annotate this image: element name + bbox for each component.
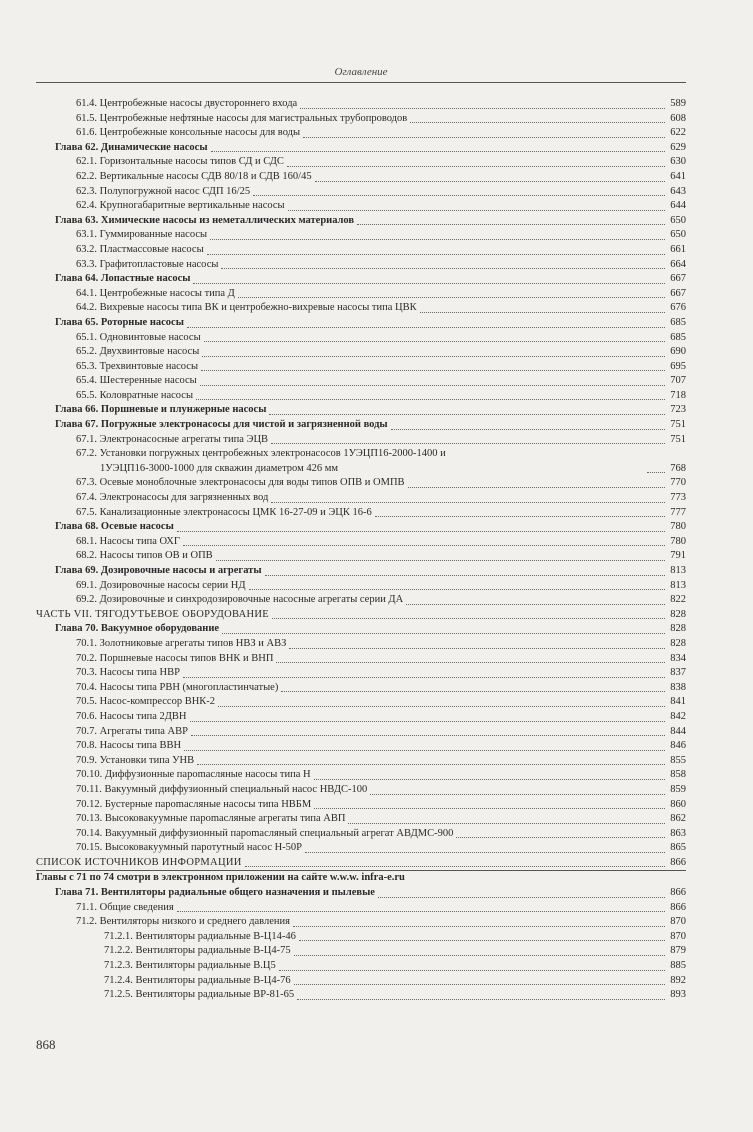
toc-entry-page: 893	[670, 989, 686, 1001]
dot-leader	[177, 531, 665, 532]
toc-entry-page: 695	[670, 360, 686, 372]
dot-leader	[271, 502, 665, 503]
toc-entry-title: 62.1. Горизонтальные насосы типов СД и СДС	[76, 156, 284, 168]
toc-entry	[36, 403, 686, 418]
toc-entry-title: 70.3. Насосы типа НВР	[76, 667, 180, 679]
toc-entry-title: 70.11. Вакуумный диффузионный специальный насос НВДС-100	[76, 783, 368, 795]
toc-entry-title: 71.2.1. Вентиляторы радиальные В-Ц14-46	[104, 930, 296, 942]
dot-leader	[211, 151, 665, 152]
toc-entry	[36, 170, 686, 185]
dot-leader	[253, 195, 665, 196]
toc-entry-page: 837	[670, 667, 686, 679]
toc-entry-page: 661	[670, 243, 686, 255]
toc-entry-title: Глава 63. Химические насосы из неметаллических материалов	[55, 214, 355, 226]
toc-entry-title: Глава 65. Роторные насосы	[55, 316, 184, 328]
toc-entry-page: 791	[670, 550, 686, 562]
toc-entry	[36, 345, 686, 360]
toc-entry	[36, 287, 686, 302]
toc-entry	[36, 214, 686, 229]
dot-leader	[406, 604, 665, 605]
toc-entry-title: 63.2. Пластмассовые насосы	[76, 243, 204, 255]
toc-entry-page: 718	[670, 389, 686, 401]
toc-entry-title: 70.7. Агрегаты типа АВР	[76, 725, 188, 737]
toc-entry-title: 71.2.5. Вентиляторы радиальные ВР-81-65	[104, 989, 295, 1001]
toc-entry-page: 650	[670, 229, 686, 241]
dot-leader	[456, 837, 665, 838]
toc-entry-title: 70.12. Бустерные пароmасляные насосы типа НВБМ	[76, 798, 312, 810]
toc-entry-title: 65.2. Двухвинтовые насосы	[76, 346, 200, 358]
toc-entry-page: 780	[670, 521, 686, 533]
toc-entry-title: 65.3. Трехвинтовые насосы	[76, 360, 199, 372]
toc-entry	[36, 974, 686, 989]
toc-entry-page: 866	[670, 887, 686, 899]
toc-entry-page: 860	[670, 798, 686, 810]
toc-entry-title: 69.2. Дозировочные и синхродозировочные насосные агрегаты серии ДА	[76, 594, 404, 606]
toc-entry-title: Глава 71. Вентиляторы радиальные общего назначения и пылевые	[55, 887, 375, 899]
toc-entry-title: 71.2.4. Вентиляторы радиальные В-Ц4-76	[104, 974, 291, 986]
toc-entry	[36, 827, 686, 842]
toc-entry-page: 858	[670, 769, 686, 781]
toc-entry	[36, 812, 686, 827]
toc-entry-title: 65.1. Одновинтовые насосы	[76, 331, 201, 343]
toc-entry-page: 622	[670, 127, 686, 139]
dot-leader	[238, 297, 665, 298]
dot-leader	[184, 750, 665, 751]
toc-entry-page: 828	[670, 608, 686, 620]
toc-entry-title: 71.2.3. Вентиляторы радиальные В.Ц5	[104, 960, 276, 972]
toc-entry-title: 62.4. Крупногабаритные вертикальные насосы	[76, 200, 285, 212]
toc-entry-title: 63.1. Гуммированные насосы	[76, 229, 208, 241]
toc-entry	[36, 301, 686, 316]
dot-leader	[357, 224, 665, 225]
toc-entry-title: 70.13. Высоковакуумные пароmасляные агрегаты типа АВП	[76, 813, 346, 825]
dot-leader	[370, 794, 665, 795]
toc-entry	[36, 725, 686, 740]
toc-entry-page: 828	[670, 637, 686, 649]
dot-leader	[222, 633, 665, 634]
dot-leader	[249, 589, 665, 590]
toc-entry-page: 862	[670, 813, 686, 825]
dot-leader	[265, 575, 665, 576]
toc-entry-title: 62.2. Вертикальные насосы СДВ 80/18 и СДВ 160/45	[76, 170, 312, 182]
toc-entry-title-line: 67.2. Установки погружных центробежных электронасосов 1УЭЦП16-2000-1400 и	[76, 448, 446, 460]
dot-leader	[177, 911, 665, 912]
dot-leader	[315, 181, 665, 182]
toc-entry-page: 866	[670, 856, 686, 868]
toc-entry-title: ЧАСТЬ VII. ТЯГОДУТЬЕВОЕ ОБОРУДОВАНИЕ	[36, 608, 269, 620]
toc-entry-page: 870	[670, 930, 686, 942]
dot-leader	[297, 999, 665, 1000]
toc-entry-page: 723	[670, 404, 686, 416]
toc-entry	[36, 768, 686, 783]
toc-entry	[36, 97, 686, 112]
dot-leader	[279, 970, 665, 971]
toc-entry-title: 65.4. Шестеренные насосы	[76, 375, 197, 387]
dot-leader	[305, 852, 665, 853]
toc-entry	[36, 944, 686, 959]
page-number: 868	[36, 1037, 56, 1052]
toc-entry	[36, 228, 686, 243]
toc-entry	[36, 841, 686, 856]
toc-entry-page: 822	[670, 594, 686, 606]
dot-leader	[299, 940, 665, 941]
dot-leader	[200, 385, 665, 386]
toc-entry	[36, 695, 686, 710]
toc-entry-title: 70.2. Поршневые насосы типов ВНК и ВНП	[76, 652, 274, 664]
toc-entry-page: 644	[670, 200, 686, 212]
dot-leader	[210, 239, 665, 240]
dot-leader	[201, 370, 665, 371]
toc-entry	[36, 798, 686, 813]
toc-entry-title: СПИСОК ИСТОЧНИКОВ ИНФОРМАЦИИ	[36, 856, 242, 868]
toc-entry-page: 768	[670, 462, 686, 474]
toc-entry-title: 70.10. Диффузионные пароmасляные насосы типа Н	[76, 769, 311, 781]
toc-entry	[36, 126, 686, 141]
toc-entry-title: 61.6. Центробежные консольные насосы для воды	[76, 127, 301, 139]
dot-leader	[183, 545, 665, 546]
toc-entry	[36, 637, 686, 652]
header-rule	[36, 82, 686, 83]
dot-leader	[190, 721, 666, 722]
toc-entry	[36, 331, 686, 346]
toc-entry-title: 67.1. Электронасосные агрегаты типа ЭЦВ	[76, 433, 269, 445]
toc-entry-page: 685	[670, 316, 686, 328]
dot-leader	[197, 764, 665, 765]
toc-entry	[36, 930, 686, 945]
toc-entry-title: 70.4. Насосы типа РВН (многопластинчатые)	[76, 681, 279, 693]
toc-entry	[36, 316, 686, 331]
toc-entry-page: 664	[670, 258, 686, 270]
toc-entry	[36, 418, 686, 433]
toc-entry-page: 676	[670, 302, 686, 314]
toc-entry-title: 69.1. Дозировочные насосы серии НД	[76, 579, 246, 591]
toc-entry	[36, 988, 686, 1003]
toc-entry-page: 641	[670, 170, 686, 182]
toc-entry	[36, 915, 686, 930]
dot-leader	[269, 414, 665, 415]
toc-entry	[36, 272, 686, 287]
toc-entry-page: 813	[670, 565, 686, 576]
toc-entry	[36, 476, 686, 491]
toc-entry-page: 870	[670, 916, 686, 928]
dot-leader	[300, 108, 665, 109]
dot-leader	[348, 823, 665, 824]
dot-leader	[288, 210, 665, 211]
toc-entry-title: Глава 69. Дозировочные насосы и агрегаты	[55, 565, 262, 576]
toc-entry-page: 629	[670, 141, 686, 153]
dot-leader	[204, 341, 665, 342]
toc-entry-title: 70.6. Насосы типа 2ДВН	[76, 710, 187, 722]
toc-entry	[36, 141, 686, 156]
toc-entry	[36, 185, 686, 200]
toc-entry-title: 65.5. Коловратные насосы	[76, 389, 194, 401]
toc-entry-title: 71.2. Вентиляторы низкого и среднего давления	[76, 916, 290, 928]
toc-entry-title: 71.2.2. Вентиляторы радиальные В-Ц4-75	[104, 945, 291, 957]
toc-entry-title: 70.15. Высоковакуумный паротутный насос Н-50Р	[76, 842, 303, 854]
dot-leader	[303, 137, 665, 138]
toc-entry-title	[76, 447, 644, 476]
toc-entry	[36, 608, 686, 623]
toc-entry-title: 70.5. Насос-компрессор ВНК-2	[76, 696, 216, 708]
toc-entry	[36, 258, 686, 273]
toc-entry	[36, 506, 686, 521]
toc-entry	[36, 652, 686, 667]
toc-entry-title: 71.1. Общие сведения	[76, 901, 174, 913]
toc-entry	[36, 593, 686, 608]
toc-entry-page: 690	[670, 346, 686, 358]
dot-leader	[245, 866, 665, 867]
toc-entry-title: Глава 68. Осевые насосы	[55, 521, 174, 533]
toc-entry-title: Глава 62. Динамические насосы	[55, 141, 208, 153]
dot-leader	[391, 429, 665, 430]
toc-entry-title: 61.5. Центробежные нефтяные насосы для магистральных трубопроводов	[76, 112, 408, 124]
toc-entry-page: 770	[670, 477, 686, 489]
toc-entry	[36, 622, 686, 637]
dot-leader	[272, 618, 665, 619]
toc-entry	[36, 579, 686, 594]
toc-entry-page: 751	[670, 433, 686, 445]
toc-entry	[36, 360, 686, 375]
toc-entry	[36, 433, 686, 448]
toc-entry-page: 865	[670, 842, 686, 854]
dot-leader	[216, 560, 665, 561]
toc-entry-page: 855	[670, 754, 686, 766]
toc-entry-title: 64.2. Вихревые насосы типа ВК и центробежно-вихревые насосы типа ЦВК	[76, 302, 417, 314]
toc-entry-page: 892	[670, 974, 686, 986]
toc-entry-title: 68.1. Насосы типа ОХГ	[76, 535, 180, 547]
toc-entry-title: 67.4. Электронасосы для загрязненных вод	[76, 492, 269, 504]
toc-entry	[36, 901, 686, 916]
toc-entry-page: 773	[670, 492, 686, 504]
toc-entry-title: 67.5. Канализационные электронасосы ЦМК 16-27-09 и ЭЦК 16-6	[76, 506, 372, 518]
toc-entry-title: Главы с 71 по 74 смотри в электронном приложении на сайте w.w.w. infra-e.ru	[36, 872, 405, 884]
toc-entry	[36, 754, 686, 769]
toc-entry-page: 838	[670, 681, 686, 693]
running-header: Оглавление	[334, 66, 388, 78]
dot-leader	[378, 897, 665, 898]
toc-entry-title: 68.2. Насосы типов ОВ и ОПВ	[76, 550, 213, 562]
dot-leader	[647, 472, 665, 473]
dot-leader	[375, 516, 665, 517]
dot-leader	[294, 955, 665, 956]
toc-entry-page: 707	[670, 375, 686, 387]
dot-leader	[420, 312, 665, 313]
dot-leader	[276, 662, 665, 663]
toc-entry-title: Глава 70. Вакуумное оборудование	[55, 623, 220, 635]
toc-entry-title: 70.14. Вакуумный диффузионный пароmасляный специальный агрегат АВДМС-900	[76, 827, 454, 839]
toc-entry-page: 589	[670, 98, 686, 109]
dot-leader	[410, 122, 665, 123]
toc-entry-page: 828	[670, 623, 686, 635]
toc-entry-title: 70.9. Установки типа УНВ	[76, 754, 195, 766]
toc-entry	[36, 243, 686, 258]
dot-leader	[187, 327, 665, 328]
dot-leader	[289, 648, 665, 649]
dot-leader	[271, 443, 665, 444]
toc-entry	[36, 710, 686, 725]
toc-entry-page: 844	[670, 725, 686, 737]
toc-entry-title: 62.3. Полупогружной насос СДП 16/25	[76, 185, 251, 197]
toc-entry-page: 643	[670, 185, 686, 197]
dot-leader	[218, 706, 665, 707]
dot-leader	[191, 735, 665, 736]
toc-entry-title: 61.4. Центробежные насосы двустороннего входа	[76, 98, 298, 109]
toc-entry-page: 650	[670, 214, 686, 226]
toc-entry-page: 813	[670, 579, 686, 591]
toc-entry	[36, 549, 686, 564]
toc-entry-page: 834	[670, 652, 686, 664]
dot-leader	[221, 268, 665, 269]
dot-leader	[287, 166, 665, 167]
toc-entry-title: 67.3. Осевые моноблочные электронасосы для воды типов ОПВ и ОМПВ	[76, 477, 405, 489]
toc-entry-page: 667	[670, 273, 686, 285]
toc-entry-page: 859	[670, 783, 686, 795]
toc-entry-page: 841	[670, 696, 686, 708]
toc-entry	[36, 199, 686, 214]
dot-leader	[294, 984, 665, 985]
toc-entry	[36, 389, 686, 404]
dot-leader	[183, 677, 665, 678]
toc-entry	[36, 535, 686, 550]
toc-entry	[36, 739, 686, 754]
toc-entry	[36, 856, 686, 872]
toc-entry-title: Глава 64. Лопастные насосы	[55, 273, 191, 285]
toc-entry-page: 780	[670, 535, 686, 547]
toc-entry	[36, 447, 686, 476]
toc-entry-title: Глава 67. Погружные электронасосы для чистой и загрязненной воды	[55, 419, 388, 431]
toc-entry-title: 70.8. Насосы типа ВВН	[76, 740, 182, 752]
toc-entry-page: 608	[670, 112, 686, 124]
toc-entry-page: 842	[670, 710, 686, 722]
toc-entry-page: 863	[670, 827, 686, 839]
toc-entry-page: 751	[670, 419, 686, 431]
dot-leader	[207, 254, 665, 255]
toc-entry-page: 879	[670, 945, 686, 957]
dot-leader	[193, 283, 665, 284]
toc-entry	[36, 959, 686, 974]
toc-entry	[36, 520, 686, 535]
dot-leader	[202, 356, 665, 357]
dot-leader	[314, 779, 665, 780]
toc-entry	[36, 564, 686, 579]
toc-entry	[36, 783, 686, 798]
toc-entry	[36, 871, 686, 886]
toc-entry	[36, 155, 686, 170]
toc-entry-title: Глава 66. Поршневые и плунжерные насосы	[55, 404, 267, 416]
dot-leader	[314, 808, 665, 809]
table-of-contents	[36, 97, 686, 1003]
toc-entry-page: 846	[670, 740, 686, 752]
toc-entry	[36, 491, 686, 506]
dot-leader	[293, 926, 665, 927]
toc-entry-page: 885	[670, 960, 686, 972]
dot-leader	[281, 691, 665, 692]
toc-entry	[36, 886, 686, 901]
dot-leader	[196, 399, 665, 400]
toc-entry-page: 777	[670, 506, 686, 518]
toc-entry-title: 70.1. Золотниковые агрегаты типов НВЗ и АВЗ	[76, 637, 287, 649]
toc-entry-page: 667	[670, 287, 686, 299]
toc-entry-title: 63.3. Графитопластовые насосы	[76, 258, 219, 270]
toc-entry-page: 866	[670, 901, 686, 913]
toc-entry	[36, 666, 686, 681]
toc-entry	[36, 112, 686, 127]
dot-leader	[408, 487, 665, 488]
toc-entry	[36, 681, 686, 696]
toc-entry-page: 630	[670, 156, 686, 168]
toc-entry	[36, 374, 686, 389]
toc-entry-page: 685	[670, 331, 686, 343]
toc-entry-title-line: 1УЭЦП16-3000-1000 для скважин диаметром 426 мм	[100, 462, 339, 474]
toc-entry-title: 64.1. Центробежные насосы типа Д	[76, 287, 235, 299]
